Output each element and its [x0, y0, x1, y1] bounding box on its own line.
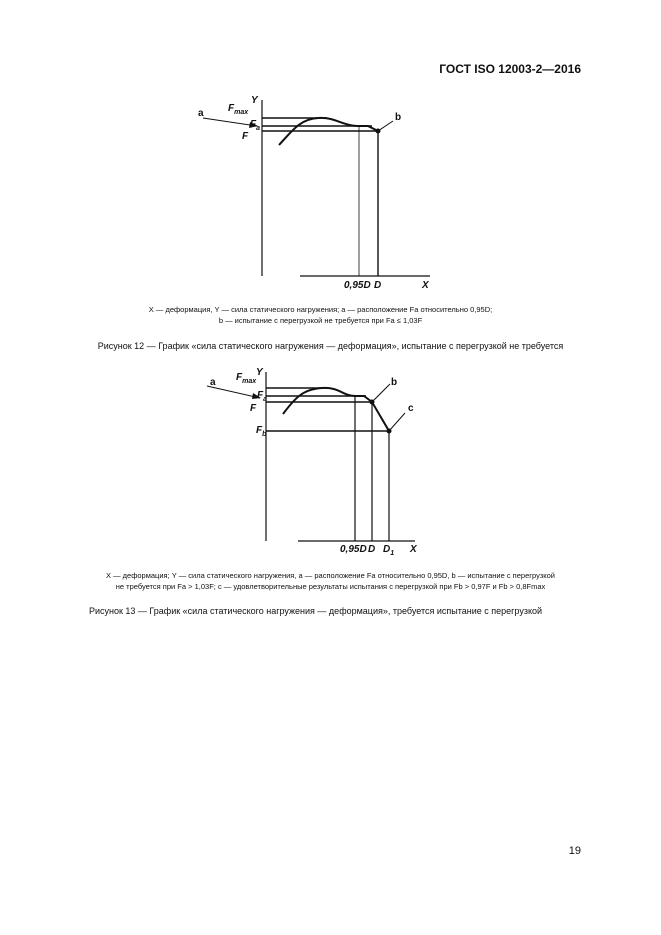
fig12-legend-line1: X — деформация, Y — сила статического нагружения; a — расположение Fa относительно 0,95D; [148, 305, 493, 314]
fig12-f-label: F [242, 131, 249, 142]
fig13-d-point [370, 400, 375, 405]
fig13-legend [38, 570, 623, 592]
fig12-x-label: X [422, 280, 429, 291]
fig13-b-pointer [372, 384, 390, 402]
fig12-fmax-label: $F_{max}$ [228, 103, 249, 116]
fig13-y-label: Y [256, 367, 263, 378]
fig13-c-label: c [408, 403, 414, 414]
fig12-y-label: Y [251, 95, 258, 106]
fig13-fmax-label: $F_{max}$ [236, 372, 257, 385]
fig13-a-label: a [210, 377, 216, 388]
fig12-a-label: a [198, 108, 204, 119]
fig13-fb-label: $F_b$ [256, 425, 267, 438]
fig13-caption: Рисунок 13 — График «сила статического нагружения — деформация», требуется испытание с перегрузкой [88, 606, 543, 616]
fig12-x095d-label: 0,95D [344, 280, 371, 291]
fig12-fa-label: $F_a$ [250, 119, 261, 132]
fig13-c-pointer [389, 413, 405, 431]
fig12-legend-line2: b — испытание с перегрузкой не требуется при Fa ≤ 1,03F [218, 316, 423, 325]
fig13-f-label: F [250, 403, 257, 414]
fig13-legend-line1: X — деформация; Y — сила статического нагружения, a — расположение Fa относительно 0,95D, b — испытание с перегрузкой [106, 571, 555, 580]
fig12-xd-label: D [374, 280, 382, 291]
fig12-b-label: b [395, 112, 402, 123]
fig13-x-label: X [410, 544, 417, 555]
fig13-curve [283, 388, 389, 431]
document-header: ГОСТ ISO 12003-2—2016 [439, 62, 581, 76]
fig13-xd1-label: $D_1$ [383, 544, 395, 557]
fig13-b-label: b [391, 377, 398, 388]
fig13-x095d-label: 0,95D [340, 544, 367, 555]
page-number: 19 [568, 845, 581, 857]
fig13-xd-label: D [368, 544, 376, 555]
fig13-fa-label: $F_a$ [257, 390, 268, 403]
fig12-caption: Рисунок 12 — График «сила статического нагружения — деформация», испытание с перегрузкой не требуется [97, 341, 564, 351]
fig13-legend-line2: не требуется при Fa > 1,03F; c — удовлетворительные результаты испытания с перегрузкой при Fb > 0,97F и Fb > 0,8Fmax [115, 582, 546, 591]
fig13-d1-point [387, 429, 392, 434]
